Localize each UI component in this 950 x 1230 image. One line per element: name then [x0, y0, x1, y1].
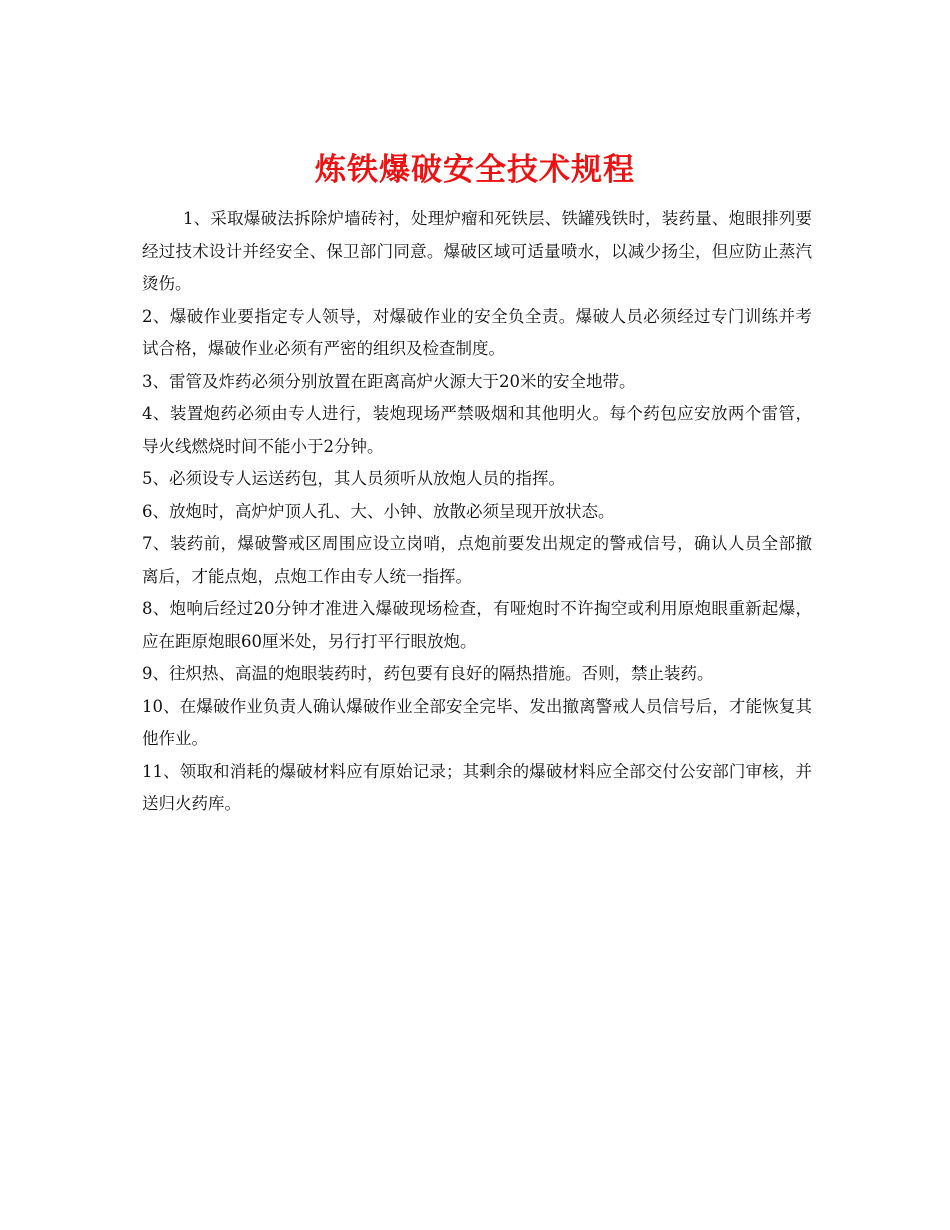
paragraph-1: 1、采取爆破法拆除炉墙砖衬，处理炉瘤和死铁层、铁罐残铁时，装药量、炮眼排列要经过技术设计并经安全、保卫部门同意。爆破区域可适量喷水，以减少扬尘，但应防止蒸汽烫伤。	[142, 209, 812, 293]
document-body	[142, 203, 812, 821]
paragraph-9: 9、往炽热、高温的炮眼装药时，药包要有良好的隔热措施。否则，禁止装药。	[142, 664, 714, 683]
paragraph-11: 11、领取和消耗的爆破材料应有原始记录；其剩余的爆破材料应全部交付公安部门审核，并送归火药库。	[142, 761, 812, 813]
document-title: 炼铁爆破安全技术规程	[315, 151, 635, 188]
paragraph-6: 6、放炮时，高炉炉顶人孔、大、小钟、放散必须呈现开放状态。	[142, 501, 615, 521]
paragraph-10: 10、在爆破作业负责人确认爆破作业全部安全完毕、发出撤离警戒人员信号后，才能恢复其他作业。	[142, 696, 812, 748]
paragraph-5: 5、必须设专人运送药包，其人员须听从放炮人员的指挥。	[142, 469, 565, 488]
paragraph-8: 8、炮响后经过20分钟才准进入爆破现场检查，有哑炮时不许掏空或利用原炮眼重新起爆，应在距原炮眼60厘米处，另行打平行眼放炮。	[142, 599, 812, 651]
paragraph-3: 3、雷管及炸药必须分别放置在距离高炉火源大于20米的安全地带。	[142, 371, 636, 391]
paragraph-2: 2、爆破作业要指定专人领导，对爆破作业的安全负全责。爆破人员必须经过专门训练并考试合格，爆破作业必须有严密的组织及检查制度。	[142, 306, 812, 358]
paragraph-7: 7、装药前，爆破警戒区周围应设立岗哨，点炮前要发出规定的警戒信号，确认人员全部撤离后，才能点炮，点炮工作由专人统一指挥。	[142, 534, 812, 586]
paragraph-4: 4、装置炮药必须由专人进行，装炮现场严禁吸烟和其他明火。每个药包应安放两个雷管，导火线燃烧时间不能小于2分钟。	[142, 404, 812, 456]
